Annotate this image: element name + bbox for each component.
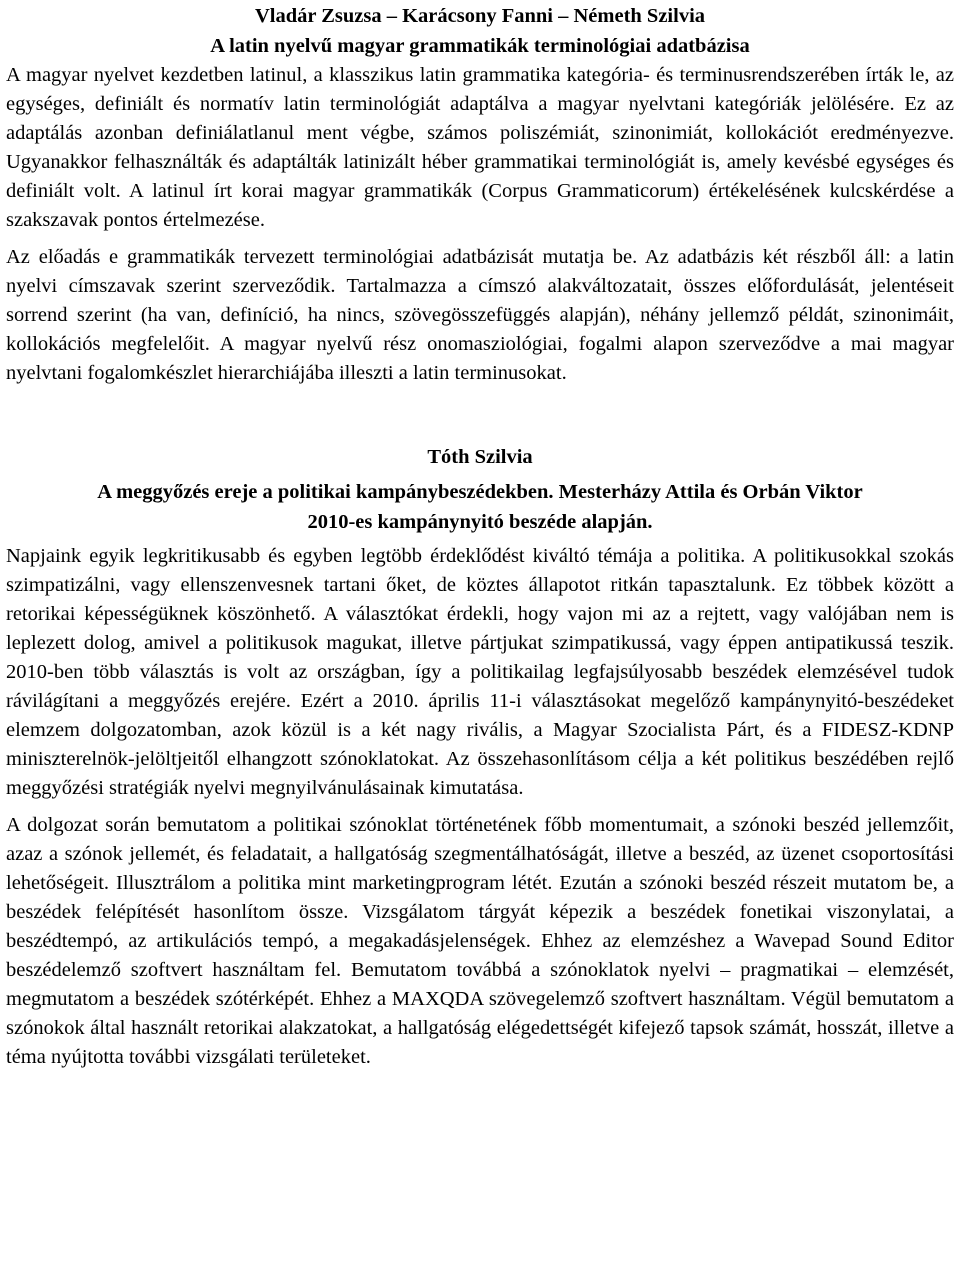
section2-paragraph-2: A dolgozat során bemutatom a politikai szónoklat történetének főbb momentumait, a szónoki beszéd jellemzőit, azaz a szónok jellemét, és feladatait, a hallgatóság szegmentálhatóságát, illetve a beszéd, az üzenet csoportosítási lehetőségeit. Illusztrálom a politika mint marketingprogram létét. Ezután a szónoki beszéd részeit mutatom be, a beszédek felépítését hasonlítom össze. Vizsgálatom tárgyát képezik a beszédek fonetikai viszonylatai, a beszédtempó, az artikulációs tempó, a megakadásjelenségek. Ehhez az elemzéshez a Wavepad Sound Editor beszédelemző szoftvert használtam fel. Bemutatom továbbá a szónoklatok nyelvi – pragmatikai – elemzését, megmutatom a beszédek szótérképét. Ehhez a MAXQDA szövegelemző szoftvert használtam. Végül bemutatom a szónokok által használt retorikai alakzatokat, a hallgatóság elégedettségét kifejező tapsok számát, hosszát, illetve a téma nyújtotta további vizsgálati területeket. xyxy=(6,814,954,1068)
section2-paragraph-1: Napjaink egyik legkritikusabb és egyben legtöbb érdeklődést kiváltó témája a politika. A politikusokkal szokás szimpatizálni, vagy ellenszenvesnek tartani őket, de köztes állapotot ritkán tapasztalunk. Ez többek között a retorikai képességüknek köszönhető. A választókat érdekli, hogy vajon mi az a rejtett, vagy valójában nem is leplezett dolog, amivel a politikusok magukat, illetve pártjukat szimpatikussá, vagy éppen antipatikussá teszik. 2010-ben több választás is volt az országban, így a politikailag legfajsúlyosabb beszédek elemzésével tudok rávilágítani a meggyőzés erejére. Ezért a 2010. április 11-i választásokat megelőző kampánynyitó-beszédeket elemzem dolgozatomban, azok közül is a két nagy rivális, a Magyar Szocialista Párt, és a FIDESZ-KDNP miniszterelnök-jelöltjeitől elhangzott szónoklatokat. Az összehasonlításom célja a két politikus beszédében rejlő meggyőzési stratégiák nyelvi megnyilvánulásainak kimutatása. xyxy=(6,545,954,799)
section1-title: A latin nyelvű magyar grammatikák terminológiai adatbázisa xyxy=(210,35,750,57)
section1-authors: Vladár Zsuzsa – Karácsony Fanni – Németh Szilvia xyxy=(254,5,706,27)
section1-paragraph-1: A magyar nyelvet kezdetben latinul, a klasszikus latin grammatika kategória- és terminusrendszerében írták le, az egységes, definiált és normatív latin terminológiát adaptálva a magyar nyelvtani kategóriák jelölésére. Ez az adaptálás azonban definiálatlanul ment végbe, számos poliszémiát, szinonimiát, kollokációt eredményezve. Ugyanakkor felhasználták és adaptálták latinizált héber grammatikai terminológiát is, amely kevésbé egységes és definiált volt. A latinul írt korai magyar grammatikák (Corpus Grammaticorum) értékelésének kulcskérdése a szakszavak pontos értelmezése. xyxy=(6,64,954,231)
section2-author: Tóth Szilvia xyxy=(427,446,533,468)
section1-paragraph-2: Az előadás e grammatikák tervezett terminológiai adatbázisát mutatja be. Az adatbázis két részből áll: a latin nyelvi címszavak szerint szerveződik. Tartalmazza a címszó alakváltozatait, összes előfordulását, jelentéseit sorrend szerint (ha van, definíció, ha nincs, szövegösszefüggés alapján), néhány jellemző példát, szinonimáit, kollokációs megfelelőit. A magyar nyelvű rész onomasziológiai, fogalmi alapon szerveződve a mai magyar nyelvtani fogalomkészlet hierarchiájába illeszti a latin terminusokat. xyxy=(6,246,954,384)
document-page xyxy=(6,0,954,1072)
section-gap xyxy=(6,388,954,442)
section2-title-line-1: A meggyőzés ereje a politikai kampánybeszédekben. Mesterházy Attila és Orbán Viktor xyxy=(97,481,863,503)
section2-title-line-2: 2010-es kampánynyitó beszéde alapján. xyxy=(307,511,653,533)
